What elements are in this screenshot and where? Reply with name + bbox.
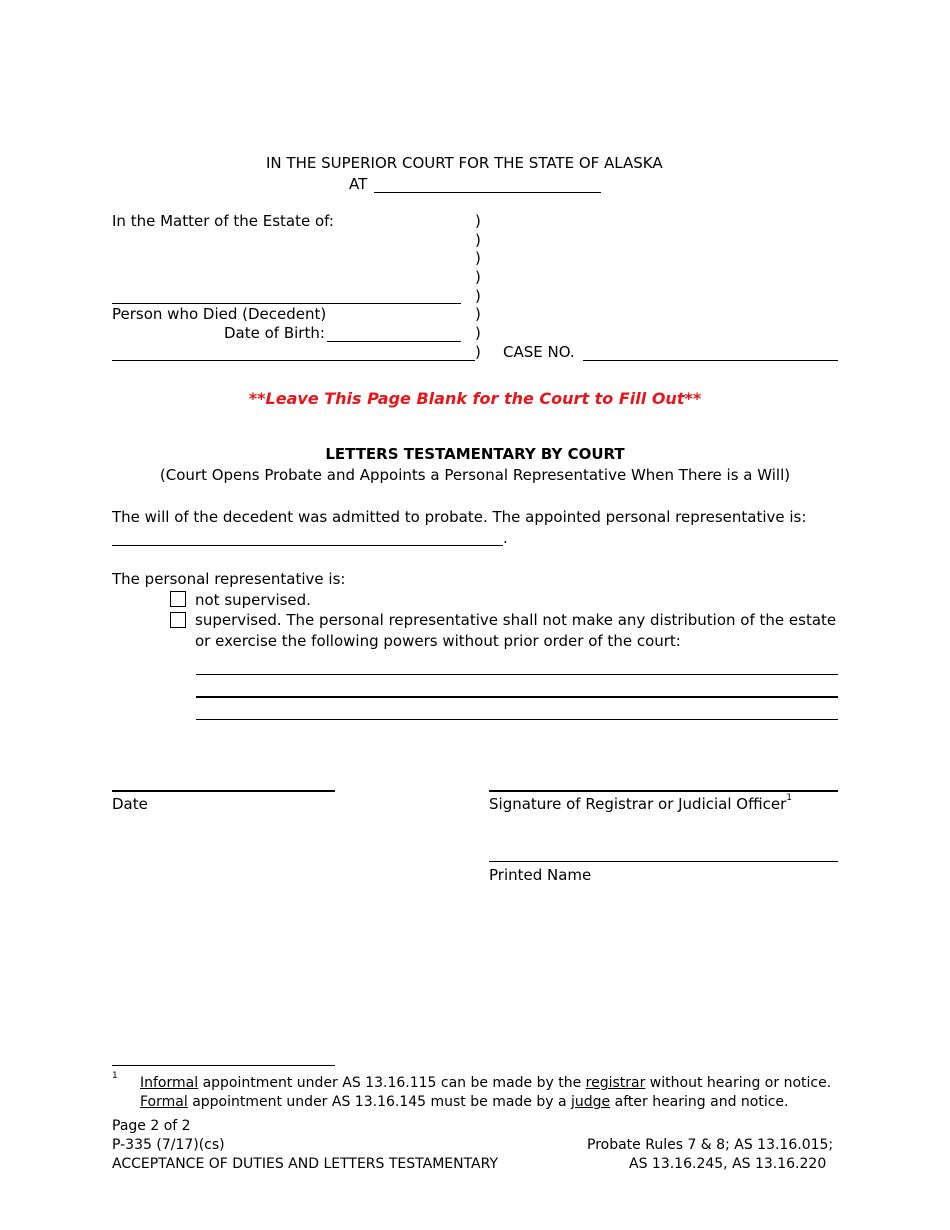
- footnote-line-2: [140, 1095, 788, 1109]
- footnote-line-1: [140, 1076, 831, 1090]
- caption-paren: ): [475, 287, 481, 305]
- footnote-separator: [112, 1065, 335, 1066]
- rules-citation-line-2: AS 13.16.245, AS 13.16.220: [629, 1156, 827, 1172]
- caption-paren: ): [475, 343, 481, 361]
- footnote-text: appointment under AS 13.16.145 must be made by a: [187, 1094, 572, 1110]
- form-number: P-335 (7/17)(cs): [112, 1137, 225, 1153]
- page-number: Page 2 of 2: [112, 1118, 191, 1134]
- restricted-powers-line-2[interactable]: [196, 696, 838, 698]
- footnote-text: without hearing or notice.: [645, 1075, 832, 1091]
- footnote-formal: Formal: [140, 1094, 188, 1110]
- date-label: Date: [112, 795, 148, 813]
- caption-paren: ): [475, 324, 481, 342]
- form-subtitle: (Court Opens Probate and Appoints a Personal Representative When There is a Will): [159, 466, 791, 484]
- form-title: LETTERS TESTAMENTARY BY COURT: [325, 445, 625, 463]
- supervised-label-line2: or exercise the following powers without prior order of the court:: [195, 632, 681, 650]
- signature-label-text: Signature of Registrar or Judicial Officer: [489, 795, 787, 813]
- caption-paren: ): [475, 249, 481, 267]
- at-label: AT: [349, 175, 368, 193]
- personal-representative-field[interactable]: [112, 545, 503, 546]
- footnote-registrar: registrar: [585, 1075, 646, 1091]
- caption-paren: ): [475, 231, 481, 249]
- case-number-field[interactable]: [583, 360, 838, 361]
- restricted-powers-line-3[interactable]: [196, 719, 838, 720]
- footer-form-title: ACCEPTANCE OF DUTIES AND LETTERS TESTAMENTARY: [112, 1156, 499, 1172]
- footnote-text: appointment under AS 13.16.115 can be made by the: [198, 1075, 586, 1091]
- court-fill-notice: **Leave This Page Blank for the Court to Fill Out**: [248, 389, 702, 408]
- supervised-checkbox[interactable]: [170, 612, 186, 628]
- footnote-marker: 1: [112, 1071, 118, 1081]
- printed-name-label: Printed Name: [489, 866, 592, 884]
- restricted-powers-line-1[interactable]: [196, 674, 838, 675]
- footnote-text: after hearing and notice.: [610, 1094, 789, 1110]
- case-number-label: CASE NO.: [503, 343, 575, 361]
- will-admitted-text: The will of the decedent was admitted to probate. The appointed personal representative is:: [112, 508, 807, 526]
- signature-label: [489, 793, 792, 813]
- footnote-informal: Informal: [140, 1075, 199, 1091]
- not-supervised-checkbox[interactable]: [170, 591, 186, 607]
- period: .: [503, 529, 508, 547]
- not-supervised-label: not supervised.: [195, 591, 311, 609]
- supervised-label-line1: supervised. The personal representative shall not make any distribution of the estate: [195, 611, 837, 629]
- decedent-name-field[interactable]: [112, 303, 461, 304]
- dob-field[interactable]: [327, 341, 461, 342]
- rules-citation-line-1: Probate Rules 7 & 8; AS 13.16.015;: [587, 1137, 834, 1153]
- caption-paren: ): [475, 268, 481, 286]
- footnote-judge: judge: [571, 1094, 611, 1110]
- caption-paren: ): [475, 305, 481, 323]
- caption-bottom-line: [112, 360, 475, 361]
- court-title: IN THE SUPERIOR COURT FOR THE STATE OF ALASKA: [266, 154, 663, 172]
- dob-label: Date of Birth:: [224, 324, 325, 342]
- footnote-reference: 1: [786, 793, 792, 803]
- pr-is-label: The personal representative is:: [112, 570, 346, 588]
- court-location-field[interactable]: [374, 192, 601, 193]
- matter-label: In the Matter of the Estate of:: [112, 212, 334, 230]
- date-field[interactable]: [112, 790, 335, 792]
- printed-name-field[interactable]: [489, 861, 838, 862]
- caption-paren: ): [475, 212, 481, 230]
- decedent-label: Person who Died (Decedent): [112, 305, 327, 323]
- signature-field[interactable]: [489, 790, 838, 792]
